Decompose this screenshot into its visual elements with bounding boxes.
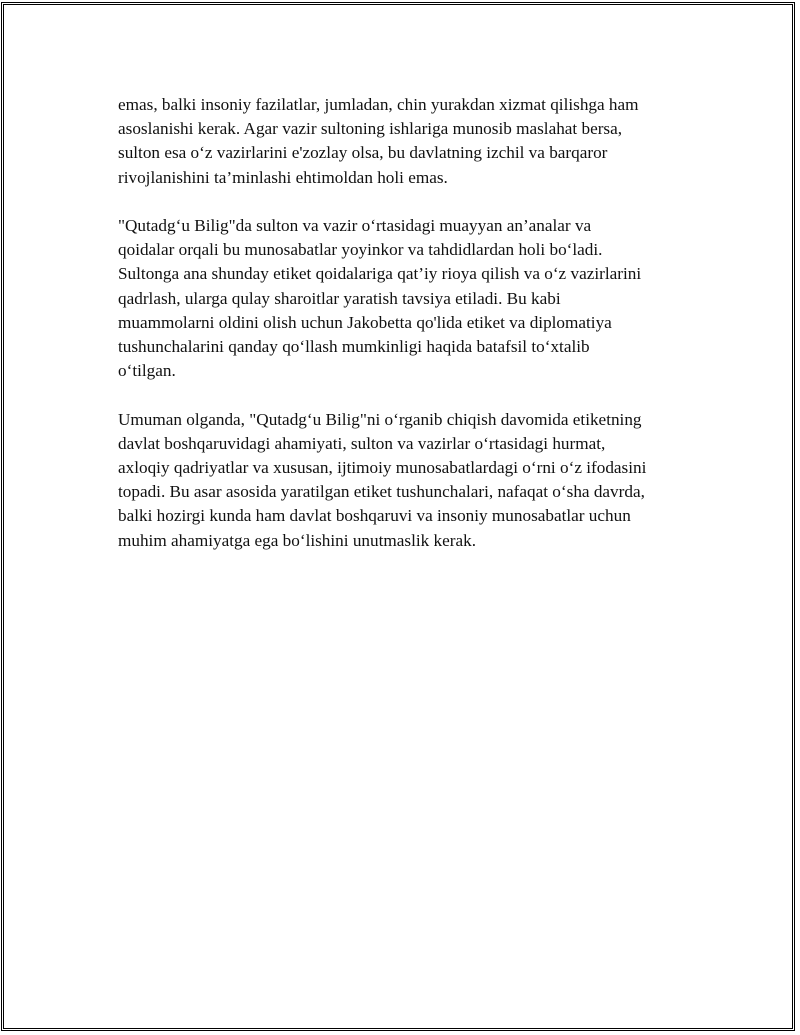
paragraph-1 bbox=[118, 93, 698, 190]
text-line: davlat boshqaruvidagi ahamiyati, sulton va vazirlar o‘rtasidagi hurmat, bbox=[118, 433, 606, 453]
text-line: asoslanishi kerak. Agar vazir sultoning ishlariga munosib maslahat bersa, bbox=[118, 119, 623, 139]
text-line: Umuman olganda, "Qutadg‘u Bilig"ni o‘rganib chiqish davomida etiketning bbox=[118, 409, 642, 429]
text-line: muhim ahamiyatga ega bo‘lishini unutmaslik kerak. bbox=[118, 530, 476, 550]
text-line: tushunchalarini qanday qo‘llash mumkinligi haqida batafsil to‘xtalib bbox=[118, 337, 590, 357]
text-line: sulton esa o‘z vazirlarini e'zozlay olsa, bu davlatning izchil va barqaror bbox=[118, 143, 608, 163]
text-line: "Qutadg‘u Bilig"da sulton va vazir o‘rtasidagi muayyan an’analar va bbox=[118, 216, 592, 235]
text-line: rivojlanishini ta’minlashi ehtimoldan holi emas. bbox=[118, 167, 448, 187]
text-line: balki hozirgi kunda ham davlat boshqaruvi va insoniy munosabatlar uchun bbox=[118, 506, 631, 526]
text-line: o‘tilgan. bbox=[118, 361, 176, 381]
paragraph-3 bbox=[118, 408, 698, 553]
text-line: Sultonga ana shunday etiket qoidalariga qat’iy rioya qilish va o‘z vazirlarini bbox=[118, 264, 642, 284]
text-line: muammolarni oldini olish uchun Jakobetta qo'lida etiket va diplomatiya bbox=[118, 312, 612, 332]
paragraph-2 bbox=[118, 214, 698, 383]
text-line: axloqiy qadriyatlar va xususan, ijtimoiy munosabatlardagi o‘rni o‘z ifodasini bbox=[118, 458, 647, 478]
document-body bbox=[118, 93, 698, 577]
text-line: emas, balki insoniy fazilatlar, jumladan, chin yurakdan xizmat qilishga ham bbox=[118, 95, 639, 114]
text-line: qadrlash, ularga qulay sharoitlar yaratish tavsiya etiladi. Bu kabi bbox=[118, 288, 561, 308]
text-line: topadi. Bu asar asosida yaratilgan etiket tushunchalari, nafaqat o‘sha davrda, bbox=[118, 482, 645, 502]
text-line: qoidalar orqali bu munosabatlar yoyinkor va tahdidlardan holi bo‘ladi. bbox=[118, 240, 603, 260]
